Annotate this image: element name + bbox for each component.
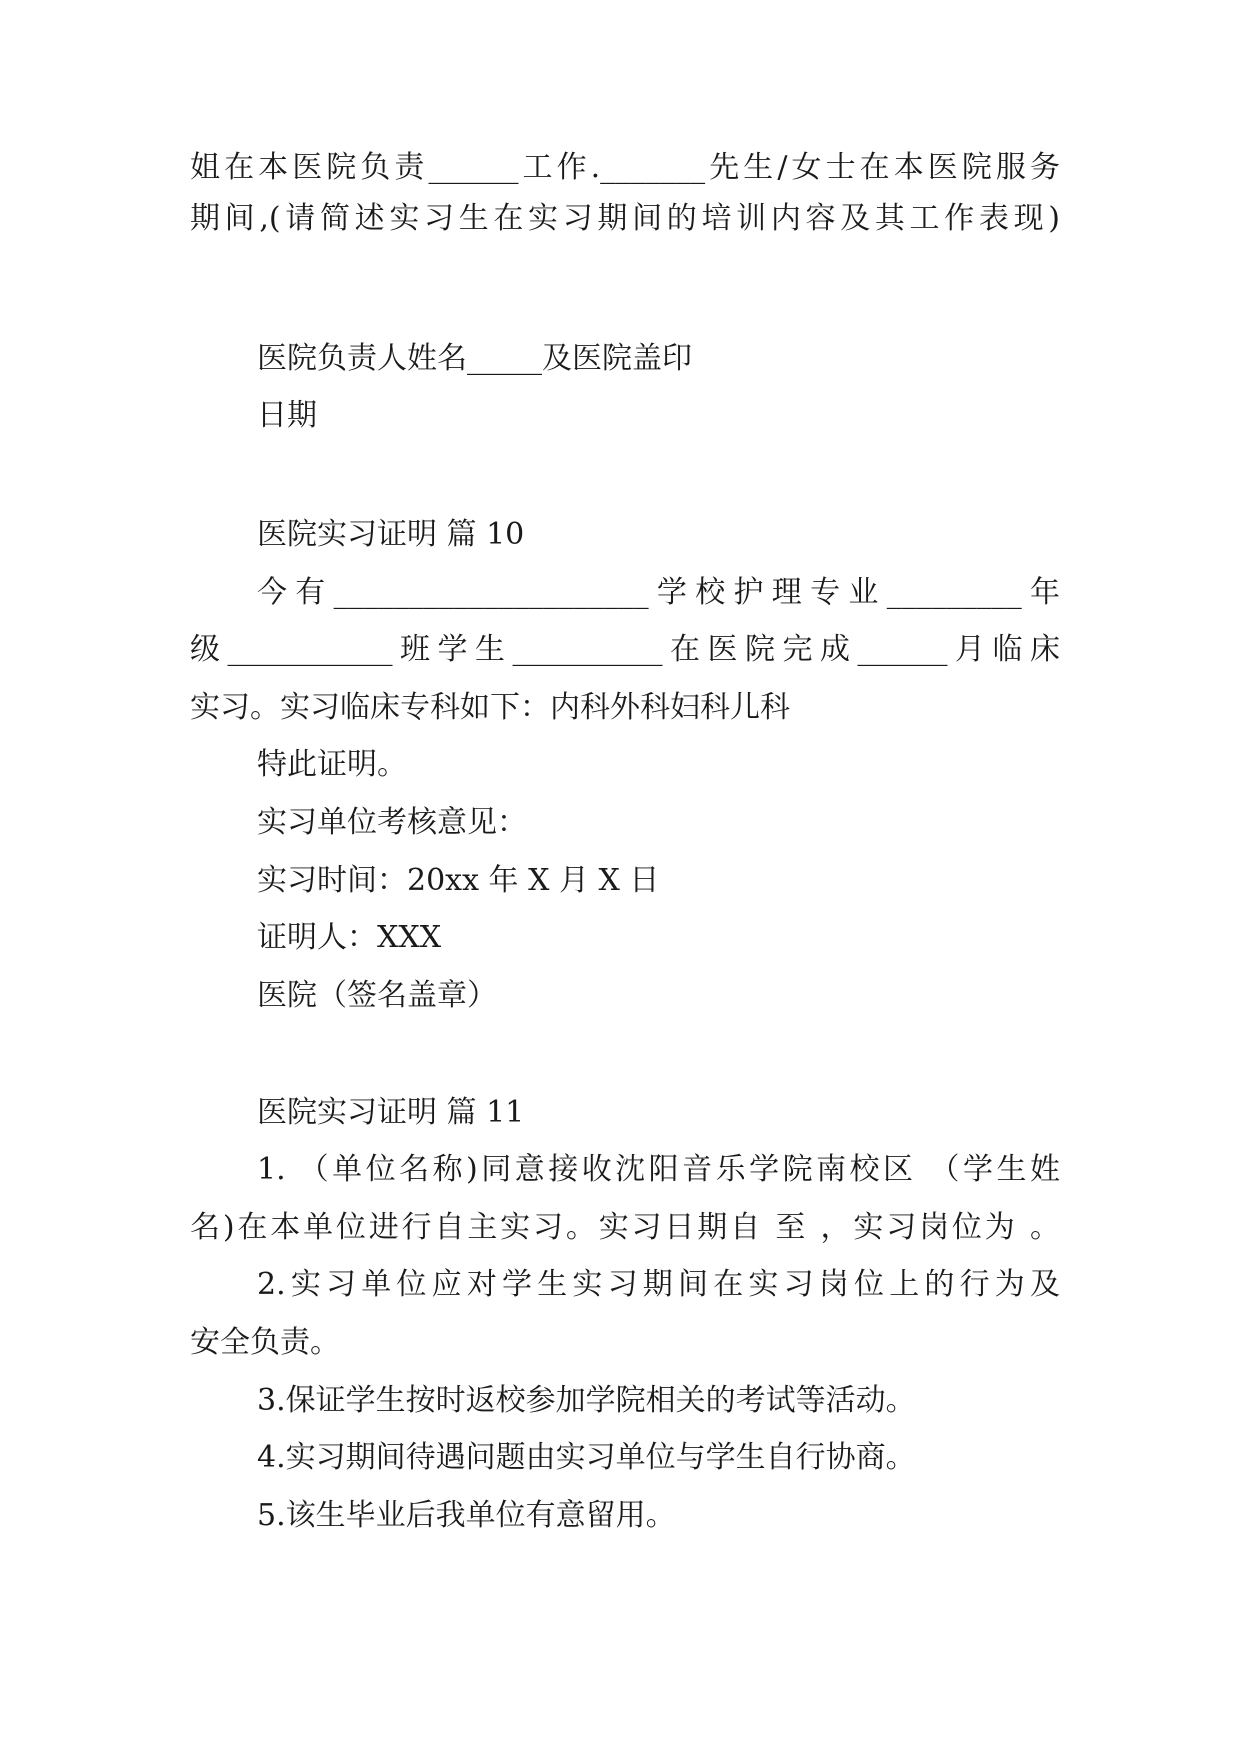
paragraph-line: 证明人：XXX [257, 920, 442, 955]
paragraph-line: 安全负责。 [190, 1325, 340, 1360]
paragraph-line: 实习。实习临床专科如下：内科外科妇科儿科 [190, 690, 790, 725]
paragraph-line: 今有_____________________学校护理专业_________年 [257, 575, 1060, 610]
list-item: 5.该生毕业后我单位有意留用。 [257, 1498, 676, 1533]
paragraph-line: 实习单位考核意见： [257, 805, 527, 840]
section-heading: 医院实习证明 篇 10 [257, 517, 525, 552]
paragraph-line: 医院（签名盖章） [257, 978, 497, 1013]
paragraph-line: 期间,(请简述实习生在实习期间的培训内容及其工作表现) [190, 201, 1060, 236]
list-item: 1. （单位名称)同意接收沈阳音乐学院南校区 （学生姓 [257, 1152, 1060, 1187]
paragraph-line: 姐在本医院负责______工作._______先生/女士在本医院服务 [190, 150, 1060, 185]
paragraph-line: 名)在本单位进行自主实习。实习日期自 至 ，实习岗位为 。 [190, 1210, 1060, 1245]
date-label: 日期 [257, 398, 317, 433]
list-item: 4.实习期间待遇问题由实习单位与学生自行协商。 [257, 1440, 916, 1475]
list-item: 2.实习单位应对学生实习期间在实习岗位上的行为及 [257, 1267, 1060, 1302]
paragraph-line: 实习时间：20xx 年 X 月 X 日 [257, 863, 660, 898]
paragraph-line: 级___________班学生__________在医院完成______月临床 [190, 632, 1060, 667]
paragraph-line: 特此证明。 [257, 747, 407, 782]
signature-line: 医院负责人姓名_____及医院盖印 [257, 341, 692, 376]
section-heading: 医院实习证明 篇 11 [257, 1095, 525, 1130]
list-item: 3.保证学生按时返校参加学院相关的考试等活动。 [257, 1383, 916, 1418]
